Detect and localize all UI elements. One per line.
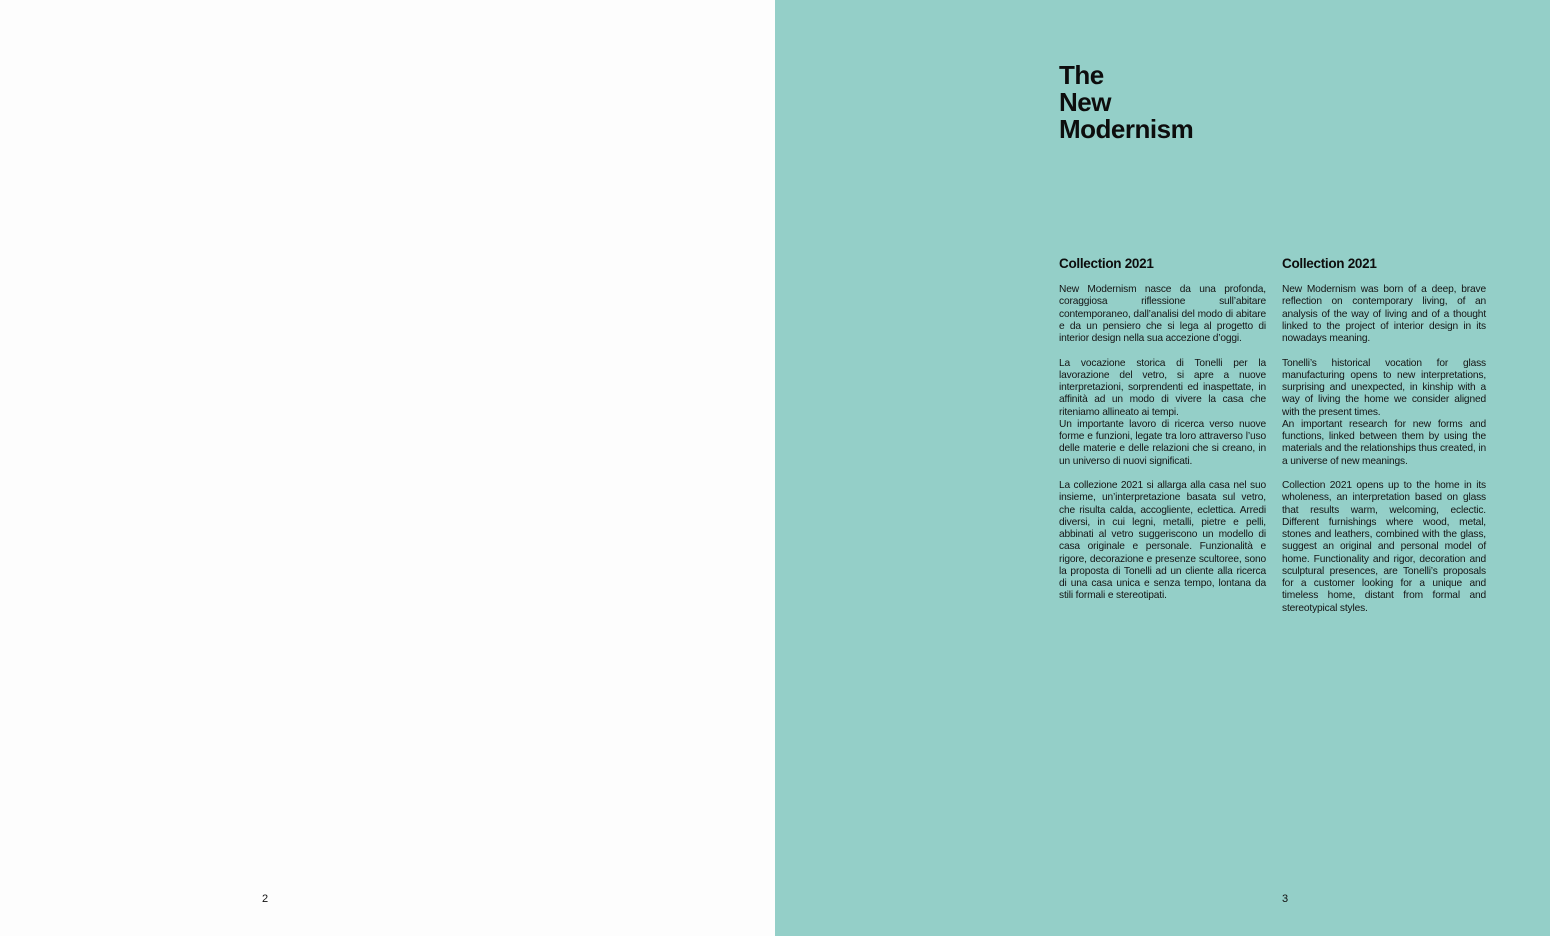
italian-paragraph: New Modernism nasce da una profonda, coraggiosa riflessione sull’abitare contemporaneo, dall’analisi del modo di abitare e da un pensiero che si lega al progetto di interior design nella sua accezione d’oggi. xyxy=(1059,284,1266,344)
italian-column xyxy=(1059,256,1266,603)
english-paragraph: An important research for new forms and functions, linked between them by using the materials and the relationships thus created, in a universe of new meanings. xyxy=(1282,418,1486,467)
english-column xyxy=(1282,256,1486,615)
italian-paragraph: La collezione 2021 si allarga alla casa nel suo insieme, un’interpretazione basata sul vetro, che risulta calda, accogliente, eclettica. Arredi diversi, in cui legni, metalli, pietre e pelli, abbinati al vetro suggeriscono un modello di casa originale e personale. Funzionalità e rigore, decorazione e presenze scultoree, sono la proposta di Tonelli ad un cliente alla ricerca di una casa unica e senza tempo, lontana da stili formali e stereotipati. xyxy=(1059,480,1266,602)
title-line: New xyxy=(1059,87,1111,117)
title-line: The xyxy=(1059,60,1104,90)
italian-column-heading: Collection 2021 xyxy=(1059,256,1154,271)
italian-paragraph: Un importante lavoro di ricerca verso nuove forme e funzioni, legate tra loro attraverso l’uso delle materie e delle relazioni che si creano, in un universo di nuovi significati. xyxy=(1059,418,1266,467)
title-line: Modernism xyxy=(1059,114,1194,144)
english-paragraph: New Modernism was born of a deep, brave reflection on contemporary living, of an analysis of the way of living and of a thought linked to the project of interior design in its nowadays meaning. xyxy=(1282,284,1486,344)
english-paragraph: Tonelli’s historical vocation for glass manufacturing opens to new interpretations, surprising and unexpected, in kinship with a way of living the home we consider aligned with the present times. xyxy=(1282,357,1486,418)
italian-paragraph: La vocazione storica di Tonelli per la lavorazione del vetro, si apre a nuove interpretazioni, sorprendenti ed inaspettate, in affinità ad un modo di vivere la casa che riteniamo allineato ai tempi. xyxy=(1059,357,1266,418)
page-title xyxy=(1059,62,1193,143)
english-column-heading: Collection 2021 xyxy=(1282,256,1377,271)
right-page xyxy=(775,0,1550,936)
english-paragraph: Collection 2021 opens up to the home in its wholeness, an interpretation based on glass that results warm, welcoming, eclectic. Different furnishings where wood, metal, stones and leathers, combined with the glass, suggest an original and personal model of home. Functionality and rigor, decoration and sculptural presences, are Tonelli’s proposals for a customer looking for a unique and timeless home, distant from formal and stereotypical styles. xyxy=(1282,480,1486,614)
page-number-left: 2 xyxy=(262,893,269,905)
page-number-right: 3 xyxy=(1282,893,1289,905)
